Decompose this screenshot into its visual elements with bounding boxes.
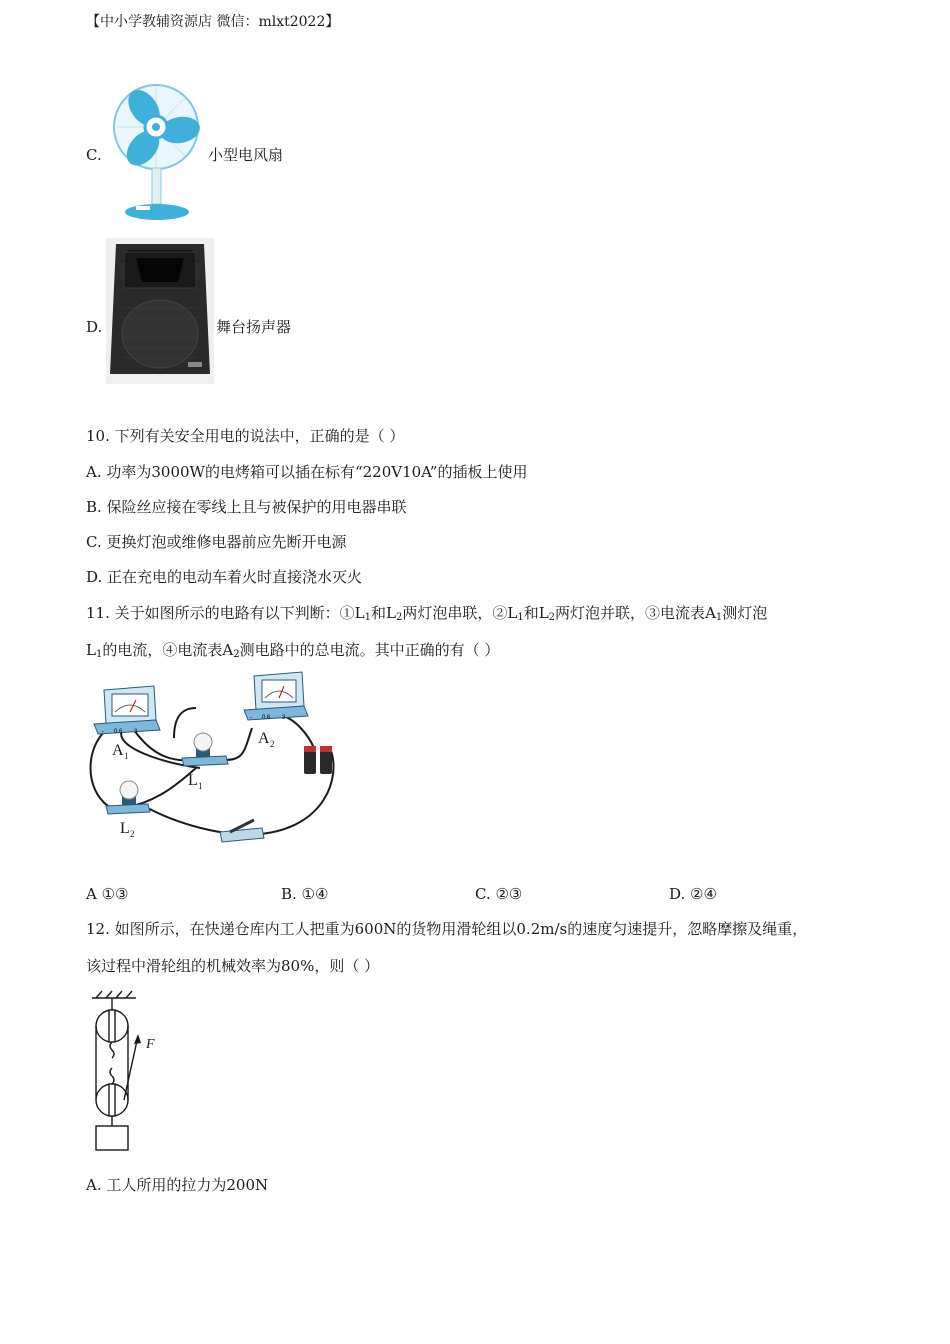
q11-stem-line2: $L_1$的电流，④电流表$A_2$测电路中的总电流。其中正确的有（ ） xyxy=(86,641,500,660)
pulley-system-diagram xyxy=(88,988,168,1154)
electric-fan-image xyxy=(110,82,206,224)
svg-text:3: 3 xyxy=(134,729,138,735)
q12-stem-line1: 12. 如图所示，在快递仓库内工人把重为600N的货物用滑轮组以0.2m/s的速度匀速提升，忽略摩擦及绳重， xyxy=(86,920,808,938)
svg-text:-: - xyxy=(102,729,104,735)
q10-option-b: B. 保险丝应接在零线上且与被保护的用电器串联 xyxy=(86,498,407,516)
q11-option-d: D. ②④ xyxy=(669,885,717,903)
svg-text:2: 2 xyxy=(270,739,275,749)
option-d-label: 舞台扬声器 xyxy=(216,318,292,336)
svg-text:A: A xyxy=(112,742,124,759)
q10-option-c: C. 更换灯泡或维修电器前应先断开电源 xyxy=(86,533,347,551)
q12-option-a: A. 工人所用的拉力为200N xyxy=(86,1176,269,1194)
svg-text:L: L xyxy=(120,820,130,837)
svg-text:3: 3 xyxy=(282,715,286,721)
q11-option-c: C. ②③ xyxy=(475,885,523,903)
svg-text:0.6: 0.6 xyxy=(114,729,123,735)
q11-stem-line1: 11. 关于如图所示的电路有以下判断：$①L_1$和$L_2$两灯泡串联，$②L_1$和$L_2$两灯泡并联，③电流表$A_1$测灯泡 xyxy=(86,604,768,623)
svg-text:F: F xyxy=(146,1037,155,1052)
q12-stem-line2: 该过程中滑轮组的机械效率为80%，则（ ） xyxy=(86,957,380,975)
q11-option-b: B. ①④ xyxy=(281,885,329,903)
svg-text:0.6: 0.6 xyxy=(262,715,271,721)
q10-option-d: D. 正在充电的电动车着火时直接浇水灭火 xyxy=(86,568,363,586)
bulb-l2 xyxy=(106,781,150,814)
svg-text:L: L xyxy=(188,772,198,789)
option-c-label: 小型电风扇 xyxy=(208,146,284,164)
q10-stem: 10. 下列有关安全用电的说法中，正确的是（ ） xyxy=(86,427,405,445)
switch xyxy=(220,820,264,842)
svg-text:A: A xyxy=(258,730,270,747)
stage-speaker-image xyxy=(106,238,214,384)
q11-option-a: A ①③ xyxy=(86,885,129,903)
header-text: 【中小学教辅资源店 微信：mlxt2022】 xyxy=(86,14,340,30)
battery-pair xyxy=(304,746,332,774)
bulb-l1 xyxy=(182,733,228,766)
svg-text:1: 1 xyxy=(124,751,129,761)
svg-text:-: - xyxy=(250,715,252,721)
q10-option-a: A. 功率为3000W的电烤箱可以插在标有“220V10A”的插板上使用 xyxy=(86,463,528,481)
circuit-diagram xyxy=(84,668,346,848)
ammeter-a2 xyxy=(244,672,308,721)
option-c-letter: C. xyxy=(86,146,102,164)
svg-text:1: 1 xyxy=(198,781,203,791)
svg-text:2: 2 xyxy=(130,829,135,839)
ammeter-a1 xyxy=(94,686,160,735)
option-d-letter: D. xyxy=(86,318,103,336)
